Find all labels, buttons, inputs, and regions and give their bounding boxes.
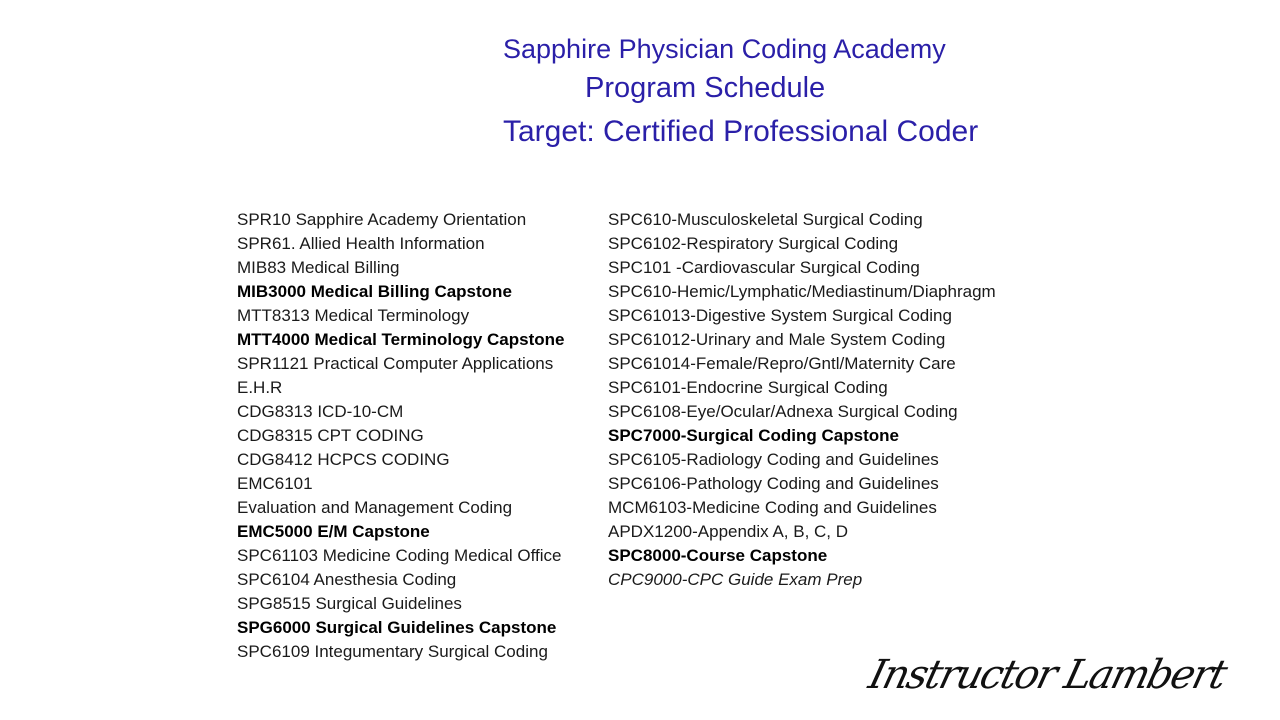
- course-item: APDX1200-Appendix A, B, C, D: [608, 522, 849, 541]
- course-item: SPC6101-Endocrine Surgical Coding: [608, 378, 888, 397]
- course-item: SPC8000-Course Capstone: [608, 546, 828, 565]
- course-item: MIB3000 Medical Billing Capstone: [237, 282, 512, 301]
- course-item: CDG8412 HCPCS CODING: [237, 450, 450, 469]
- instructor-signature: Instructor Lambert: [863, 652, 1230, 698]
- course-item: SPG8515 Surgical Guidelines: [237, 594, 462, 613]
- course-item: MTT8313 Medical Terminology: [237, 306, 470, 325]
- course-item: SPC6109 Integumentary Surgical Coding: [237, 642, 548, 661]
- course-item: SPC101 -Cardiovascular Surgical Coding: [608, 258, 920, 277]
- course-item: EMC6101: [237, 474, 313, 493]
- course-item: SPC6106-Pathology Coding and Guidelines: [608, 474, 939, 493]
- course-item: CDG8315 CPT CODING: [237, 426, 424, 445]
- course-item: SPC61013-Digestive System Surgical Coding: [608, 306, 952, 325]
- course-item: CDG8313 ICD-10-CM: [237, 402, 404, 421]
- course-item: SPC6105-Radiology Coding and Guidelines: [608, 450, 939, 469]
- course-item: SPR1121 Practical Computer Applications: [237, 354, 554, 373]
- course-item: SPG6000 Surgical Guidelines Capstone: [237, 618, 557, 637]
- academy-title: Sapphire Physician Coding Academy: [503, 34, 946, 64]
- course-item: SPC6108-Eye/Ocular/Adnexa Surgical Coding: [608, 402, 958, 421]
- target-heading: Target: Certified Professional Coder: [503, 115, 979, 148]
- course-item: SPC61103 Medicine Coding Medical Office: [237, 546, 562, 565]
- course-item: SPR61. Allied Health Information: [237, 234, 485, 253]
- course-item: EMC5000 E/M Capstone: [237, 522, 430, 541]
- course-list-left: [237, 208, 564, 664]
- course-item: MCM6103-Medicine Coding and Guidelines: [608, 498, 937, 517]
- course-item: CPC9000-CPC Guide Exam Prep: [608, 570, 863, 589]
- course-item: SPR10 Sapphire Academy Orientation: [237, 210, 527, 229]
- course-item: SPC6102-Respiratory Surgical Coding: [608, 234, 899, 253]
- course-item: SPC610-Musculoskeletal Surgical Coding: [608, 210, 923, 229]
- program-schedule-heading: Program Schedule: [585, 72, 826, 104]
- course-item: SPC7000-Surgical Coding Capstone: [608, 426, 899, 445]
- course-item: SPC610-Hemic/Lymphatic/Mediastinum/Diaphragm: [608, 282, 996, 301]
- course-list-right: [608, 208, 996, 592]
- course-item: SPC61014-Female/Repro/Gntl/Maternity Care: [608, 354, 956, 373]
- course-item: SPC61012-Urinary and Male System Coding: [608, 330, 946, 349]
- course-item: SPC6104 Anesthesia Coding: [237, 570, 457, 589]
- course-item: E.H.R: [237, 378, 283, 397]
- course-item: MTT4000 Medical Terminology Capstone: [237, 330, 565, 349]
- course-item: Evaluation and Management Coding: [237, 498, 513, 517]
- course-item: MIB83 Medical Billing: [237, 258, 400, 277]
